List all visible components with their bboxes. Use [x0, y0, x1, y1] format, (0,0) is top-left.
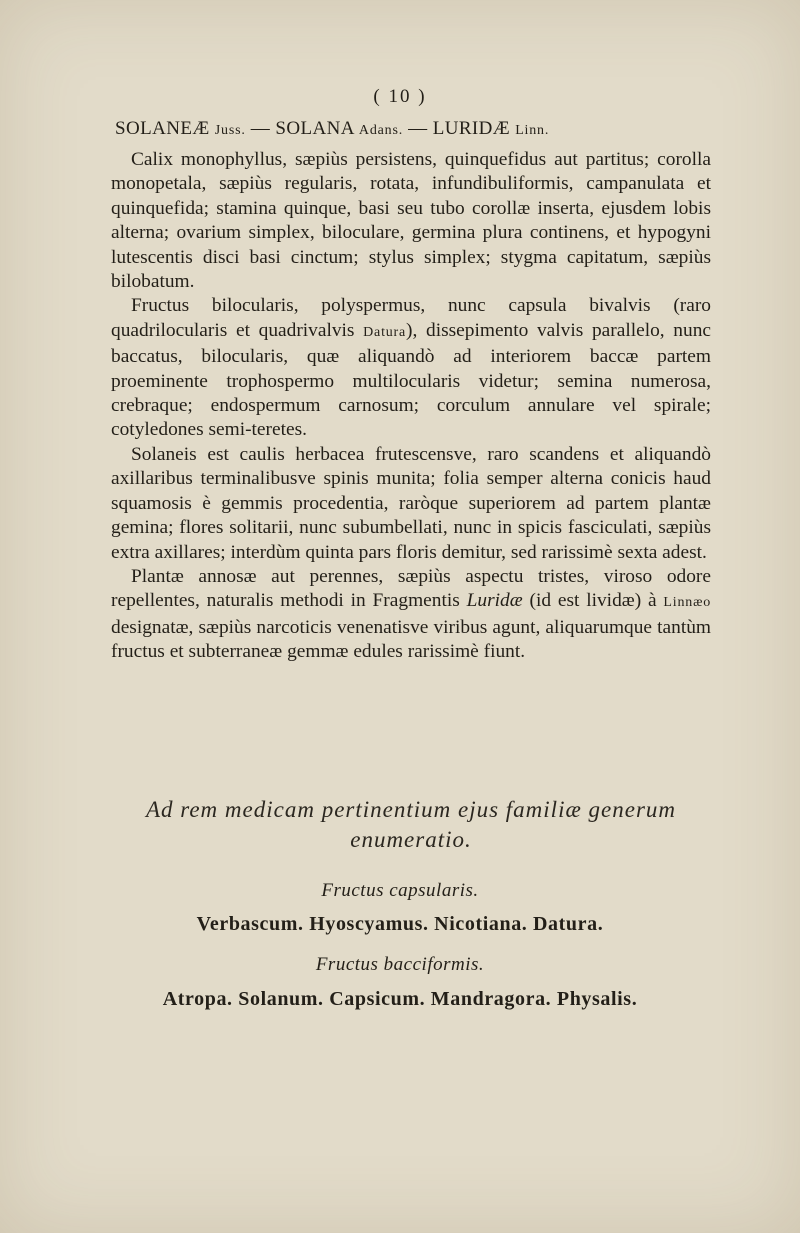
- genus-datura-ref: Datura: [363, 324, 407, 340]
- luridae-term: Luridæ: [466, 590, 523, 612]
- group-title-berry: Fructus bacciformis.: [315, 954, 485, 975]
- subtitle-line-2: enumeratio.: [350, 827, 472, 852]
- group-title-capsular: Fructus capsularis.: [321, 880, 479, 901]
- paragraph-fruit-text-1: Fructus bilocularis, polyspermus, nunc capsula bivalvis (raro quadrilocularis et quadrivalvis: [111, 295, 711, 341]
- subtitle-line-1: Ad rem medicam pertinentium ejus familiæ generum: [145, 797, 677, 822]
- heading-luridae: — LURIDÆ: [403, 118, 516, 139]
- paragraph-habit: Solaneis est caulis herbacea frutescensve, raro scandens et aliquandò axillaribus terminalibusve spinis munita; folia semper alterna conicis haud squamosis è gemmis procedentia, raròque superiorem ad partem plantæ gemina; flores solitarii, nunc subumbellati, nunc in spicis fasciculati, sæpiùs extra axillares; interdùm quinta pars floris demitur, sed rarissimè sexta adest.: [111, 443, 711, 563]
- paragraph-flower: Calix monophyllus, sæpiùs persistens, quinquefidus aut partitus; corolla monopetala, sæpiùs regularis, rotata, infundibuliformis, campanulata et quinquefida; stamina quinque, basi seu tubo corollæ inserta, ejusdem lobis alterna; ovarium simplex, biloculare, germina plura continens, et hypogyni lutescentis disci basi cinctum; stylus simplex; stygma capitatum, sæpiùs bilobatum.: [111, 149, 711, 293]
- heading-author-juss: Juss.: [214, 123, 246, 138]
- page-number: ( 10 ): [373, 86, 427, 107]
- heading-author-adans: Adans.: [358, 123, 403, 138]
- genera-list-capsular: Verbascum. Hyoscyamus. Nicotiana. Datura.: [196, 913, 604, 935]
- paragraph-properties-text-1: Plantæ annosæ aut perennes, sæpiùs aspectu tristes, viroso odore repellentes, naturalis methodi in Fragmentis: [111, 565, 711, 612]
- linnaeus-ref: Linnæo: [663, 595, 712, 611]
- heading-solaneae: SOLANEÆ: [115, 118, 215, 139]
- heading-solana: — SOLANA: [245, 118, 359, 139]
- paragraph-properties-text-2: (id est lividæ) à: [522, 590, 664, 612]
- paragraph-fruit-text-2: ), dissepimento valvis parallelo, nunc baccatus, bilocularis, quæ aliquandò ad interiorem baccæ partem proeminente trophospermo multilocularis videtur; semina numerosa, crebraque; endospermum carnosum; corculum annulare vel spirale; cotyledones semi-teretes.: [111, 319, 711, 441]
- paragraph-fruit: [111, 294, 711, 442]
- paragraph-properties: [111, 565, 711, 665]
- heading-author-linn: Linn.: [515, 123, 550, 138]
- description-body: [111, 148, 711, 665]
- paragraph-properties-text-3: designatæ, sæpiùs narcoticis venenatisve viribus agunt, aliquarumque tantùm fructus et subterraneæ gemmæ edules rarissimè fiunt.: [111, 616, 711, 663]
- section-subtitle: [113, 795, 709, 855]
- family-heading: [115, 118, 715, 140]
- genera-list-berry: Atropa. Solanum. Capsicum. Mandragora. Physalis.: [162, 988, 638, 1010]
